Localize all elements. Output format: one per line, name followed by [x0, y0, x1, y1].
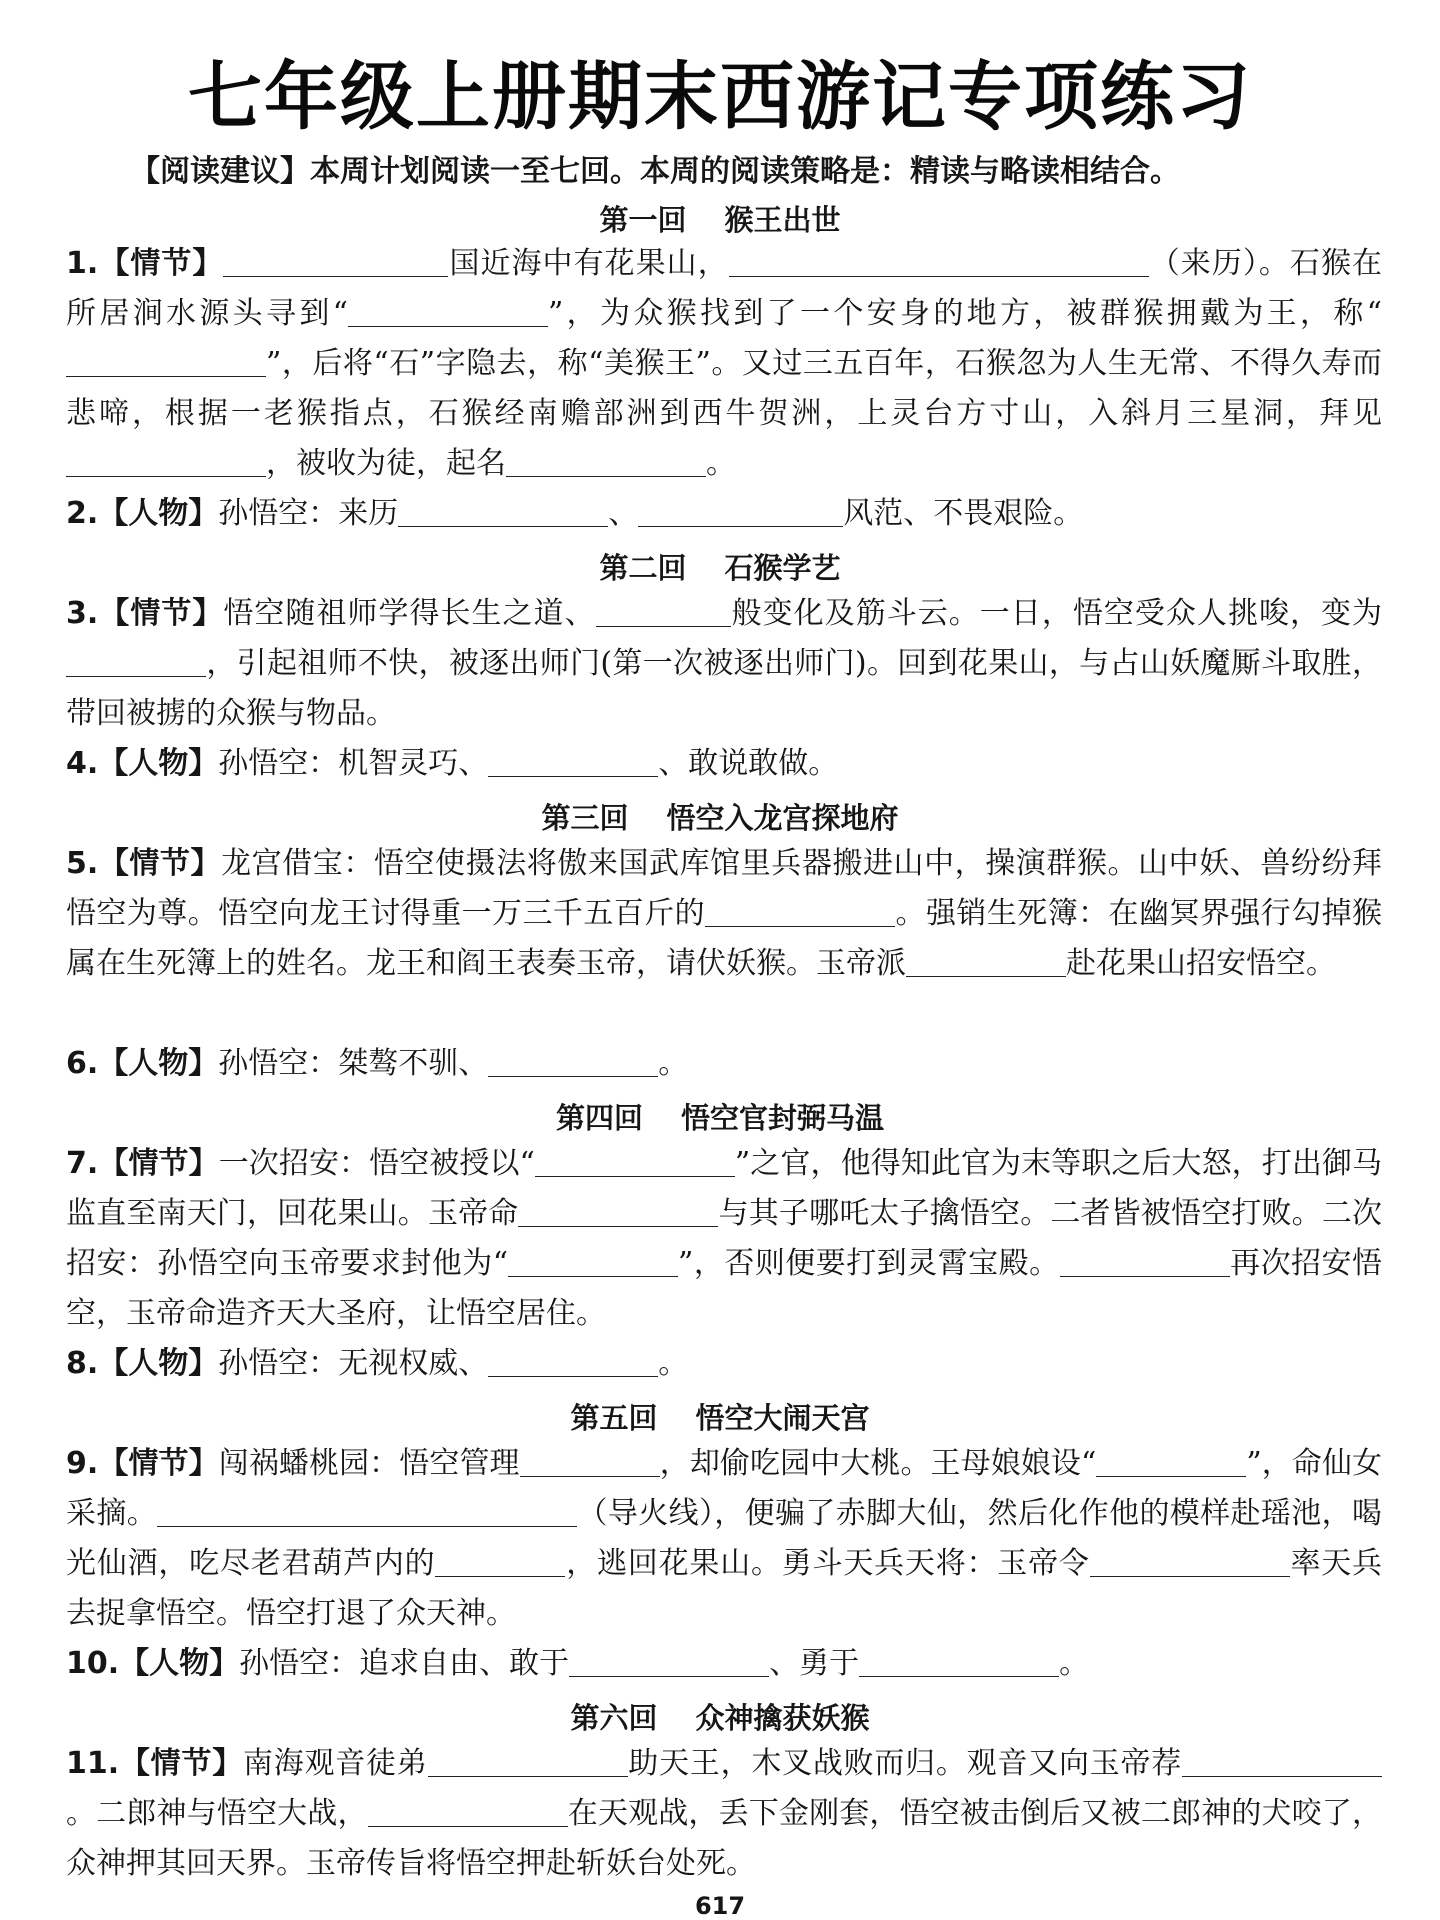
- question-text: ，被收为徒，起名: [266, 446, 506, 481]
- question-text: 、敢说敢做。: [658, 746, 839, 781]
- question-number: 3.: [66, 596, 99, 631]
- question-text: ”，否则便要打到灵霄宝殿。: [678, 1246, 1060, 1281]
- question-text: 一次招安：悟空被授以“: [218, 1146, 535, 1181]
- chapter-title: 猴王出世: [724, 203, 841, 237]
- answer-blank[interactable]: [398, 496, 608, 527]
- answer-blank[interactable]: [520, 1446, 660, 1477]
- chapter-number: 第二回: [599, 551, 687, 585]
- answer-blank[interactable]: [906, 946, 1066, 977]
- question-text: 。: [658, 1346, 689, 1381]
- question-text: 再次招安悟空，玉帝命造齐天大圣府，让悟空居住。: [66, 1246, 1383, 1331]
- question-4: [66, 739, 1382, 789]
- question-8: [66, 1339, 1382, 1389]
- chapter-heading-5: [0, 1396, 1440, 1437]
- question-text: 孙悟空：无视权威、: [218, 1346, 489, 1381]
- question-text: ”，后将“石”字隐去，称“美猴王”。又过三五百年，石猴忽为人生无常、不得久寿而悲啼，根据一老猴指点，石猴经南赡部洲到西牛贺洲，上灵台方寸山，入斜月三星洞，拜见: [66, 346, 1382, 431]
- answer-blank[interactable]: [66, 646, 206, 677]
- question-text: 孙悟空：追求自由、敢于: [239, 1646, 570, 1681]
- question-text: 风范、不畏艰险。: [843, 496, 1084, 531]
- question-text: ，却偷吃园中大桃。王母娘娘设“: [659, 1446, 1097, 1481]
- answer-blank[interactable]: [66, 446, 266, 477]
- question-text: 悟空随祖师学得长生之道、: [223, 596, 596, 631]
- question-text: 孙悟空：桀骜不驯、: [218, 1046, 489, 1081]
- question-text: （导火线），便骗了赤脚大仙，然后化作他的模样赴瑶池，喝光仙酒，吃尽老君葫芦内的: [66, 1496, 1383, 1581]
- question-number: 8.: [66, 1346, 99, 1381]
- answer-blank[interactable]: [859, 1646, 1059, 1677]
- answer-blank[interactable]: [569, 1646, 769, 1677]
- answer-blank[interactable]: [488, 1046, 658, 1077]
- answer-blank[interactable]: [488, 1346, 658, 1377]
- chapter-heading-3: [0, 796, 1440, 837]
- question-text: ”，命仙女采摘。: [66, 1446, 1383, 1531]
- question-2: [66, 489, 1382, 539]
- question-text: 。: [706, 446, 736, 481]
- chapter-number: 第四回: [555, 1101, 643, 1135]
- question-number: 10.: [66, 1646, 120, 1681]
- question-text: （来历）。石猴在所居涧水源头寻到“: [66, 246, 1382, 331]
- answer-blank[interactable]: [729, 246, 1149, 277]
- answer-blank[interactable]: [596, 596, 731, 627]
- question-text: 在天观战，丢下金刚套，悟空被击倒后又被二郎神的犬咬了，众神押其回天界。玉帝传旨将悟空押赴斩妖台处死。: [66, 1796, 1383, 1881]
- question-3: [66, 589, 1382, 739]
- question-text: 般变化及筋斗云。一日，悟空受众人挑唆，变为: [730, 596, 1383, 631]
- question-text: 孙悟空：来历: [218, 496, 399, 531]
- answer-blank[interactable]: [638, 496, 843, 527]
- chapter-title: 悟空官封弼马温: [681, 1101, 885, 1135]
- answer-blank[interactable]: [508, 1246, 678, 1277]
- reading-advice: 【阅读建议】本周计划阅读一至七回。本周的阅读策略是：精读与略读相结合。: [130, 154, 1180, 189]
- question-6: [66, 1039, 1382, 1089]
- chapter-title: 悟空入龙宫探地府: [666, 801, 899, 835]
- answer-blank[interactable]: [1096, 1446, 1246, 1477]
- question-tag: 【情节】: [98, 596, 224, 631]
- answer-blank[interactable]: [428, 1746, 628, 1777]
- chapter-number: 第一回: [599, 203, 687, 237]
- question-11: [66, 1739, 1382, 1889]
- answer-blank[interactable]: [157, 1496, 577, 1527]
- question-7: [66, 1139, 1382, 1339]
- chapter-number: 第六回: [570, 1701, 658, 1735]
- question-number: 9.: [66, 1446, 99, 1481]
- question-10: [66, 1639, 1382, 1689]
- question-tag: 【情节】: [98, 1146, 219, 1181]
- question-text: 闯祸蟠桃园：悟空管理: [218, 1446, 520, 1481]
- question-text: 赴花果山招安悟空。: [1066, 946, 1336, 981]
- answer-blank[interactable]: [223, 246, 448, 277]
- chapter-title: 众神擒获妖猴: [695, 1701, 870, 1735]
- question-text: 、勇于: [769, 1646, 860, 1681]
- question-text: 率天兵去捉拿悟空。悟空打退了众天神。: [66, 1546, 1383, 1631]
- question-tag: 【人物】: [98, 1046, 219, 1081]
- question-text: 龙宫借宝：悟空使摄法将傲来国武库馆里兵器搬进山中，操演群猴。山中妖、兽纷纷拜悟空为尊。悟空向龙王讨得重一万三千五百斤的: [66, 846, 1383, 931]
- question-tag: 【人物】: [98, 1346, 219, 1381]
- chapter-heading-4: [0, 1096, 1440, 1137]
- question-tag: 【情节】: [98, 1446, 219, 1481]
- chapter-heading-6: [0, 1696, 1440, 1737]
- question-number: 7.: [66, 1146, 99, 1181]
- question-tag: 【人物】: [119, 1646, 240, 1681]
- question-tag: 【情节】: [98, 846, 222, 881]
- question-text: 国近海中有花果山，: [448, 246, 729, 281]
- chapter-heading-2: [0, 546, 1440, 587]
- question-number: 6.: [66, 1046, 99, 1081]
- question-text: 、: [608, 496, 639, 531]
- question-number: 4.: [66, 746, 99, 781]
- question-number: 2.: [66, 496, 99, 531]
- answer-blank[interactable]: [488, 746, 658, 777]
- question-9: [66, 1439, 1382, 1639]
- answer-blank[interactable]: [1090, 1546, 1290, 1577]
- question-number: 1.: [66, 246, 99, 281]
- question-text: ”，为众猴找到了一个安身的地方，被群猴拥戴为王，称“: [548, 296, 1382, 331]
- question-text: ”之官，他得知此官为末等职之后大怒，打出御马监直至南天门，回花果山。玉帝命: [66, 1146, 1382, 1231]
- question-text: 。强销生死簿：在幽冥界强行勾掉猴属在生死簿上的姓名。龙王和阎王表奏玉帝，请伏妖猴。玉帝派: [66, 896, 1383, 981]
- question-text: 。: [658, 1046, 689, 1081]
- question-number: 11.: [66, 1746, 120, 1781]
- question-tag: 【人物】: [98, 496, 219, 531]
- question-text: 。: [1059, 1646, 1090, 1681]
- question-number: 5.: [66, 846, 99, 881]
- answer-blank[interactable]: [348, 296, 548, 327]
- answer-blank[interactable]: [1182, 1746, 1382, 1777]
- question-tag: 【人物】: [98, 746, 219, 781]
- question-text: 与其子哪吒太子擒悟空。二者皆被悟空打败。二次招安：孙悟空向玉帝要求封他为“: [66, 1196, 1383, 1281]
- answer-blank[interactable]: [506, 446, 706, 477]
- chapter-number: 第五回: [570, 1401, 658, 1435]
- answer-blank[interactable]: [435, 1546, 565, 1577]
- chapter-title: 悟空大闹天宫: [695, 1401, 870, 1435]
- answer-blank[interactable]: [705, 896, 895, 927]
- question-text: 南海观音徒弟: [242, 1746, 428, 1781]
- question-text: 。二郎神与悟空大战，: [66, 1796, 368, 1831]
- question-text: ，引起祖师不快，被逐出师门(第一次被逐出师门)。回到花果山，与占山妖魔厮斗取胜，带回被掳的众猴与物品。: [66, 646, 1382, 731]
- page-number: 617: [694, 1892, 746, 1920]
- question-tag: 【情节】: [119, 1746, 243, 1781]
- question-text: 助天王，木叉战败而归。观音又向玉帝荐: [627, 1746, 1183, 1781]
- question-tag: 【情节】: [98, 246, 224, 281]
- chapter-title: 石猴学艺: [724, 551, 841, 585]
- question-text: 孙悟空：机智灵巧、: [218, 746, 489, 781]
- answer-blank[interactable]: [1060, 1246, 1230, 1277]
- chapter-heading-1: [0, 198, 1440, 239]
- question-1: [66, 239, 1382, 489]
- answer-blank[interactable]: [518, 1196, 718, 1227]
- question-text: ，逃回花果山。勇斗天兵天将：玉帝令: [565, 1546, 1090, 1581]
- question-5: [66, 839, 1382, 989]
- answer-blank[interactable]: [368, 1796, 568, 1827]
- chapter-number: 第三回: [541, 801, 629, 835]
- answer-blank[interactable]: [66, 346, 266, 377]
- page-title: 七年级上册期末西游记专项练习: [188, 54, 1252, 140]
- answer-blank[interactable]: [535, 1146, 735, 1177]
